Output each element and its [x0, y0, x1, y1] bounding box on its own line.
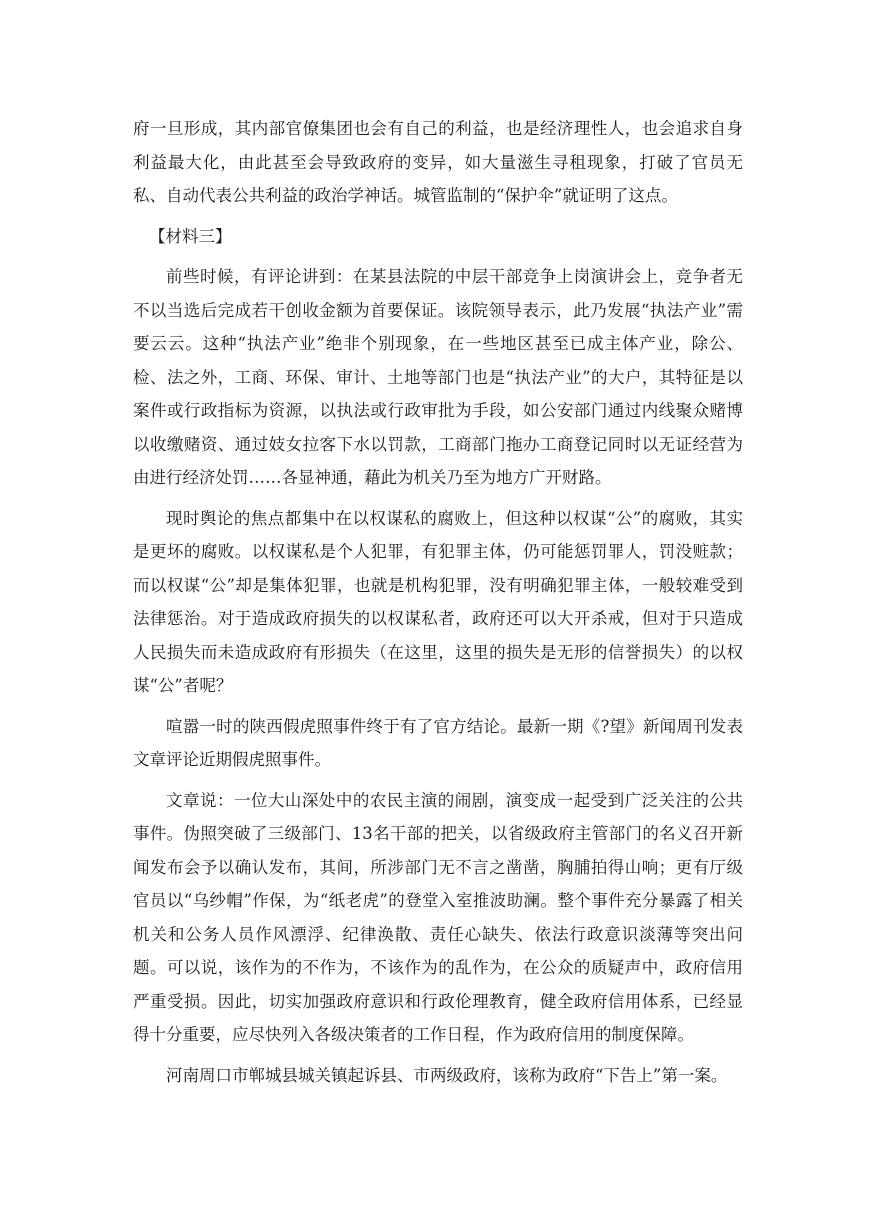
- paragraph-continuation: 府一旦形成，其内部官僚集团也会有自己的利益，也是经济理性人，也会追求自身利益最大化，由此甚至会导致政府的变异，如大量滋生寻租现象，打破了官员无私、自动代表公共利益的政治学神话。城管监制的“保护伞”就证明了这点。: [133, 119, 743, 205]
- paragraph-henan-lawsuit: 河南周口市郸城县城关镇起诉县、市两级政府，该称为政府“下告上”第一案。: [166, 1065, 728, 1085]
- section-heading-material-three: 【材料三】: [149, 226, 232, 246]
- paragraph-law-enforcement-industry: 前些时候，有评论讲到：在某县法院的中层干部竞争上岗演讲会上，竞争者无不以当选后完成若干创收金额为首要保证。该院领导表示，此乃发展“执法产业”需要云云。这种“执法产业”绝非个别现象，在一些地区甚至已成主体产业，除公、检、法之外，工商、环保、审计、土地等部门也是“执法产业”的大户，其特征是以案件或行政指标为资源，以执法或行政审批为手段，如公安部门通过内线聚众赌博以收缴赌资、通过妓女拉客下水以罚款，工商部门拖办工商登记同时以无证经营为由进行经济处罚……各显神通，藉此为机关乃至为地方广开财路。: [133, 267, 743, 487]
- paragraph-public-corruption: 现时舆论的焦点都集中在以权谋私的腐败上，但这种以权谋“公”的腐败，其实是更坏的腐败。以权谋私是个人犯罪，有犯罪主体，仍可能惩罚罪人，罚没赃款；而以权谋“公”却是集体犯罪，也就是机构犯罪，没有明确犯罪主体，一般较难受到法律惩治。对于造成政府损失的以权谋私者，政府还可以大开杀戒，但对于只造成人民损失而未造成政府有形损失（在这里，这里的损失是无形的信誉损失）的以权谋“公”者呢？: [133, 508, 743, 695]
- paragraph-fake-tiger-photo: 喧嚣一时的陕西假虎照事件终于有了官方结论。最新一期《?望》新闻周刊发表文章评论近期假虎照事件。: [133, 716, 743, 769]
- document-body: [133, 112, 743, 1099]
- paragraph-article-says: 文章说：一位大山深处中的农民主演的闹剧，演变成一起受到广泛关注的公共事件。伪照突破了三级部门、13名干部的把关，以省级政府主管部门的名义召开新闻发布会予以确认发布，其间，所涉部门无不言之凿凿，胸脯拍得山响；更有厅级官员以“乌纱帽”作保，为“纸老虎”的登堂入室推波助澜。整个事件充分暴露了相关机关和公务人员作风漂浮、纪律涣散、责任心缺失、依法行政意识淡薄等突出问题。可以说，该作为的不作为，不该作为的乱作为，在公众的质疑声中，政府信用严重受损。因此，切实加强政府意识和行政伦理教育，健全政府信用体系，已经显得十分重要，应尽快列入各级决策者的工作日程，作为政府信用的制度保障。: [133, 790, 743, 1044]
